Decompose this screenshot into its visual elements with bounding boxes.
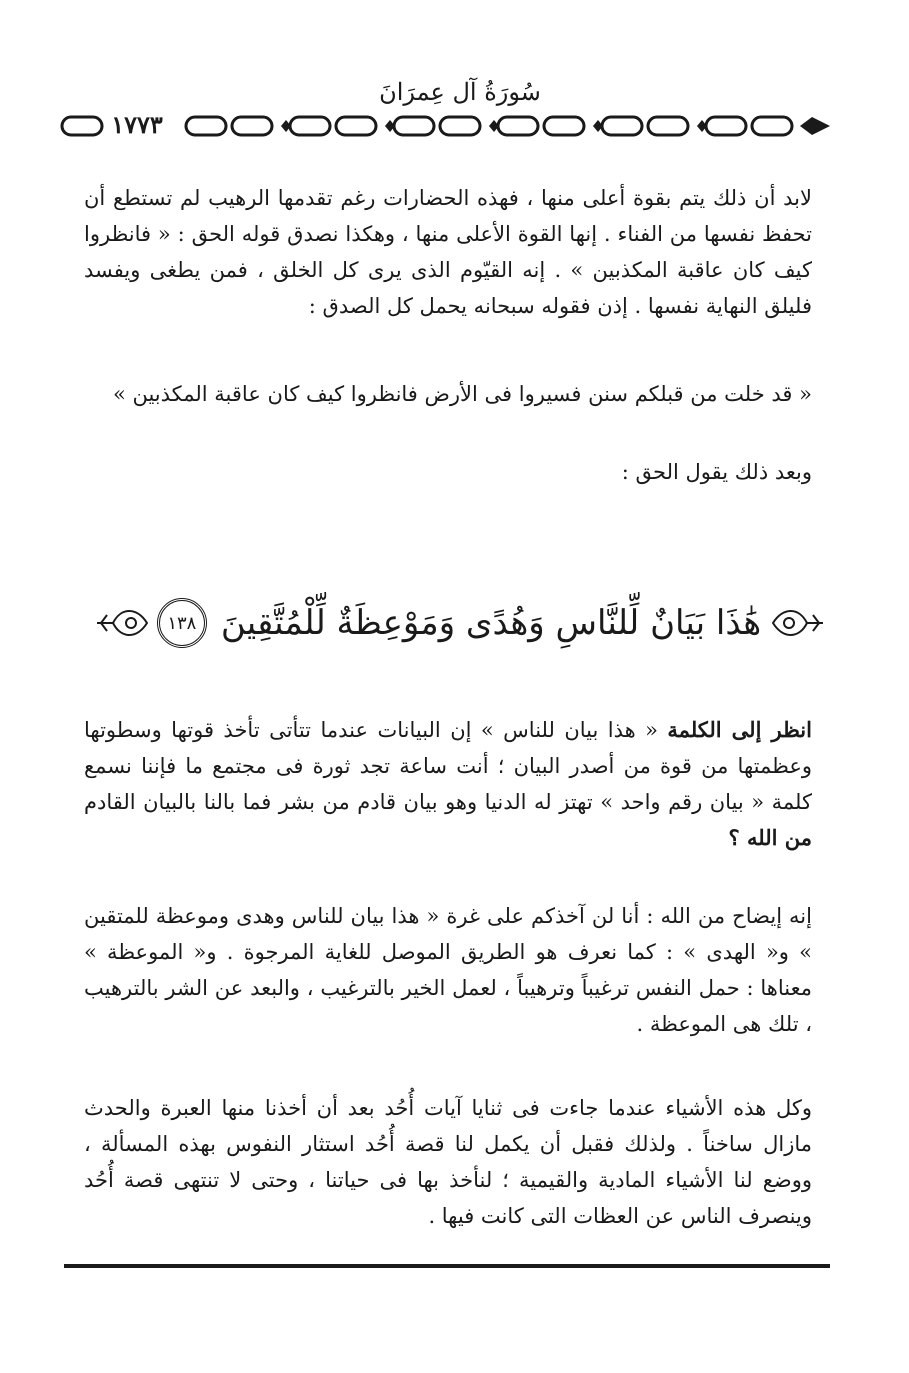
verse-ornament-right (769, 603, 827, 643)
verse-ornament-left (93, 603, 151, 643)
paragraph-2-body: « هذا بيان للناس » إن البيانات عندما تتأتى تأخذ قوتها وسطوتها وعظمتها من قوة من أصدر البيان ؛ أنت ساعة تجد ثورة فى مجتمع ما فإننا نسمع كلمة « بيان رقم واحد » تهتز له الدنيا وهو بيان قادم من بشر فما بالنا بالبيان القادم (84, 718, 812, 814)
verse-number-badge: ١٣٨ (157, 598, 207, 648)
quran-verse (110, 578, 810, 668)
surah-title: سُورَةُ آل عِمرَانَ (379, 78, 541, 106)
footer-rule (64, 1264, 830, 1268)
paragraph-2 (84, 712, 812, 856)
verse-text: هَٰذَا بَيَانٌ لِّلنَّاسِ وَهُدًى وَمَوْعِظَةٌ لِّلْمُتَّقِينَ (220, 603, 762, 643)
paragraph-1: لابد أن ذلك يتم بقوة أعلى منها ، فهذه الحضارات رغم تقدمها الرهيب لم تستطع أن تحفظ نفسها من الفناء . إنها القوة الأعلى منها ، وهكذا نصدق قوله الحق : « فانظروا كيف كان عاقبة المكذبين » . إنه القيّوم الذى يرى كل الخلق ، فمن يطغى ويفسد فليلق النهاية نفسها . إذن فقوله سبحانه يحمل كل الصدق : (84, 186, 812, 318)
paragraph-4: وكل هذه الأشياء عندما جاءت فى ثنايا آيات أُحُد بعد أن أخذنا منها العبرة والحدث مازال ساخناً . ولذلك فقبل أن يكمل لنا قصة أُحُد استثار النفوس بهذه المسألة ، ووضع لنا الأشياء المادية والقيمية ؛ لنأخذ بها فى حياتنا ، وحتى لا تنتهى قصة أُحُد وينصرف الناس عن العظات التى كانت فيها . (84, 1096, 812, 1228)
page-number: ١٧٧٣ (111, 110, 163, 139)
paragraph-2-bold-start: انظر إلى الكلمة (667, 717, 812, 742)
verse-quote: « قد خلت من قبلكم سنن فسيروا فى الأرض فانظروا كيف كان عاقبة المكذبين » (112, 382, 812, 406)
paragraph-2-bold-end: من الله ؟ (728, 825, 812, 850)
verse-intro: وبعد ذلك يقول الحق : (621, 460, 812, 484)
paragraph-3: إنه إيضاح من الله : أنا لن آخذكم على غرة « هذا بيان للناس وهدى وموعظة للمتقين » و« الهدى » : كما نعرف هو الطريق الموصل للغاية المرجوة . و« الموعظة » معناها : حمل النفس ترغيباً وترهيباً ، لعمل الخير بالترغيب ، والبعد عن الشر بالترهيب ، تلك هى الموعظة . (84, 904, 812, 1036)
